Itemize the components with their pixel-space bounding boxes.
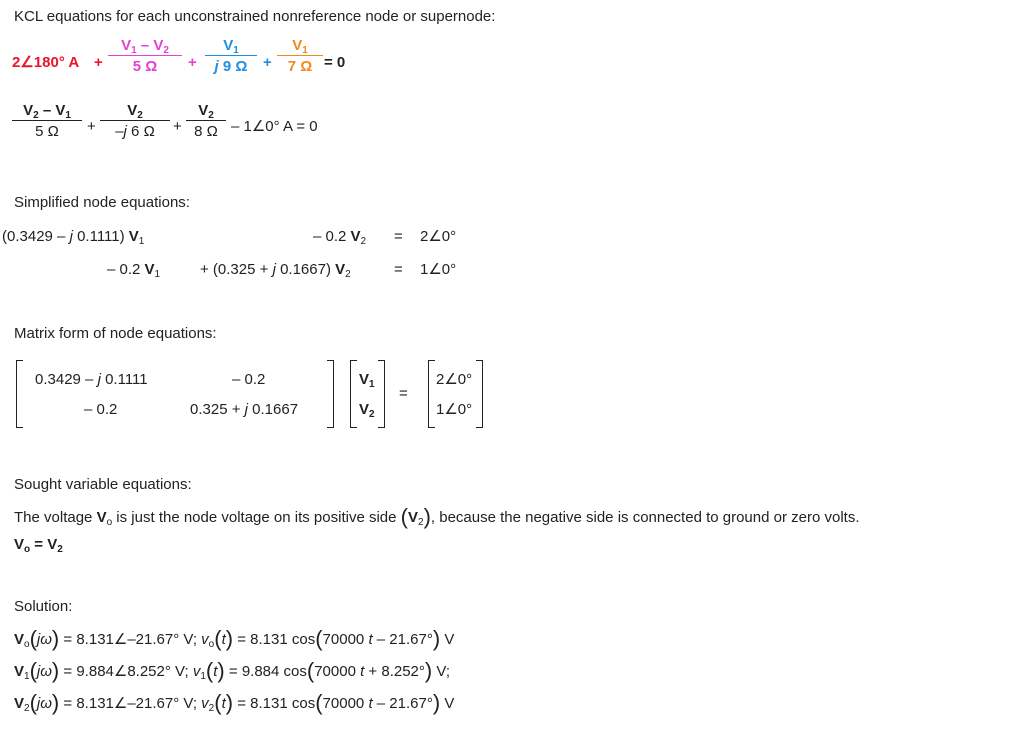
simplified-r2-c2: + (0.325 + j 0.1667) $V_2$ [200,261,351,280]
simplified-heading: Simplified node equations: [14,194,190,211]
equals-sign: = [394,261,403,278]
plus-sign: + [173,118,182,135]
vector-b-right-bracket [476,360,483,428]
vector-b1: 2∠0° [436,371,473,388]
fraction-v1-over-7: $V_1$ 7 Ω [277,38,323,74]
vector-x-right-bracket [378,360,385,428]
plus-sign: + [188,54,197,71]
fraction-v2-minus-v1-over-5: $V_2 - V_1$ 5 Ω [12,103,82,139]
matrix-a-left-bracket [16,360,23,428]
matrix-a12: – 0.2 [232,371,266,388]
solution-line-v1: $V_1(j\omega)$ = 9.884∠8.252° V; $v_1(t) = 9.884$ cos(70000 t + 8.252°) V; [14,658,451,683]
fraction-v2-over-minus-j6: $V_2$ –j 6 Ω [100,103,170,139]
vector-x2: $V_2$ [359,401,375,420]
vector-x1: $V_1$ [359,371,375,390]
matrix-a-right-bracket [327,360,334,428]
matrix-a11: 0.3429 – j 0.1111 [35,371,148,388]
plus-sign: + [87,118,96,135]
sought-equation: $V_o = V_2$ [14,536,63,555]
matrix-a21: – 0.2 [84,401,118,418]
solution-heading: Solution: [14,598,73,615]
current-source-term: – 1∠0° A = 0 [231,118,318,135]
equals-sign: = [394,228,403,245]
simplified-r1-rhs: 2∠0° [420,228,457,245]
kcl-heading: KCL equations for each unconstrained nonreference node or supernode: [14,8,496,25]
simplified-r1-c1: (0.3429 – j 0.1111) $V_1$ [2,228,145,247]
simplified-r1-c2: – 0.2 $V_2$ [313,228,367,247]
solution-line-vo: $V_o(j\omega)$ = 8.131∠–21.67° V; $v_o(t) = 8.131$ cos(70000 t – 21.67°) V [14,626,455,651]
simplified-r2-c1: – 0.2 $V_1$ [107,261,161,280]
fraction-v1-over-j9: $V_1$ j 9 Ω [205,38,257,74]
equals-sign: = [399,385,408,402]
plus-sign: + [94,54,103,71]
vector-b2: 1∠0° [436,401,473,418]
plus-sign: + [263,54,272,71]
sought-heading: Sought variable equations: [14,476,192,493]
simplified-r2-rhs: 1∠0° [420,261,457,278]
source-term: 2∠180° A [12,54,80,71]
matrix-a22: 0.325 + j 0.1667 [190,401,299,418]
vector-b-left-bracket [428,360,435,428]
vector-x-left-bracket [350,360,357,428]
matrix-heading: Matrix form of node equations: [14,325,217,342]
solution-line-v2: $V_2(j\omega)$ = 8.131∠–21.67° V; $v_2(t) = 8.131$ cos(70000 t – 21.67°) V [14,690,455,715]
fraction-v1-minus-v2-over-5: $V_1 - V_2$ 5 Ω [108,38,182,74]
equals-zero: = 0 [324,54,346,71]
sought-explanation: The voltage $V_o$ is just the node voltage on its positive side $(V_2)$, because the negative side is connected to ground or zero volts. [14,504,860,529]
fraction-v2-over-8: $V_2$ 8 Ω [186,103,226,139]
